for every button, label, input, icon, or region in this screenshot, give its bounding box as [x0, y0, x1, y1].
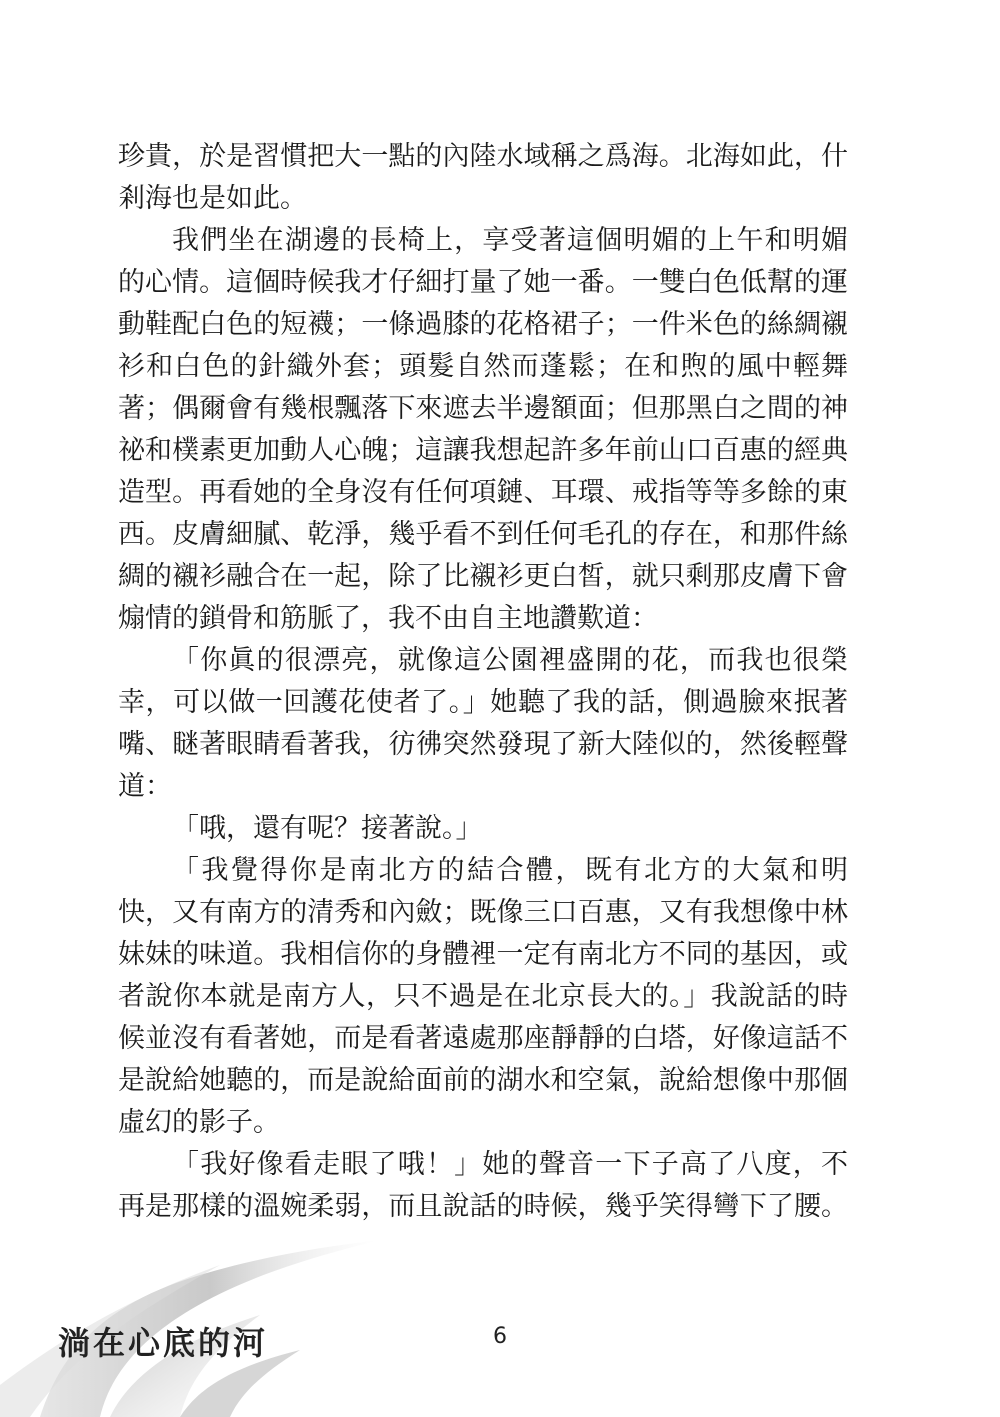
text-line: 虛幻的影子。	[118, 1107, 280, 1138]
text-line: 我們坐在湖邊的長椅上，享受著這個明媚的上午和明媚	[172, 225, 848, 256]
text-line: 「你眞的很漂亮，就像這公園裡盛開的花，而我也很榮	[172, 645, 848, 676]
text-line: 嘴、瞇著眼睛看著我，彷彿突然發現了新大陸似的，然後輕聲	[118, 729, 848, 760]
text-line: 「我好像看走眼了哦！」她的聲音一下子高了八度，不	[172, 1149, 848, 1180]
text-line: 快，又有南方的清秀和內斂；既像三口百惠，又有我想像中林	[118, 897, 848, 928]
text-line: 再是那樣的溫婉柔弱，而且說話的時候，幾乎笑得彎下了腰。	[118, 1191, 848, 1222]
text-line: 煽情的鎖骨和筋脈了，我不由自主地讚歎道：	[118, 603, 658, 634]
body-text	[118, 136, 848, 1228]
text-line: 動鞋配白色的短襪；一條過膝的花格裙子；一件米色的絲綢襯	[118, 309, 848, 340]
text-line: 衫和白色的針織外套；頭髮自然而蓬鬆；在和煦的風中輕舞	[118, 351, 848, 382]
text-line: 珍貴，於是習慣把大一點的內陸水域稱之爲海。北海如此，什	[118, 141, 848, 172]
text-line: 幸，可以做一回護花使者了。」她聽了我的話，側過臉來抿著	[118, 687, 848, 718]
text-line: 「我覺得你是南北方的結合體，既有北方的大氣和明	[172, 855, 848, 886]
page-number: 6	[493, 1324, 507, 1349]
text-line: 造型。再看她的全身沒有任何項鏈、耳環、戒指等等多餘的東	[118, 477, 848, 508]
text-line: 者說你本就是南方人，只不過是在北京長大的。」我說話的時	[118, 981, 848, 1012]
text-line: 是說給她聽的，而是說給面前的湖水和空氣，說給想像中那個	[118, 1065, 848, 1096]
text-line: 西。皮膚細膩、乾淨，幾乎看不到任何毛孔的存在，和那件絲	[118, 519, 848, 550]
text-line: 的心情。這個時候我才仔細打量了她一番。一雙白色低幫的運	[118, 267, 848, 298]
book-title: 淌在心底的河	[58, 1324, 269, 1362]
text-line: 「哦，還有呢？接著說。」	[172, 813, 483, 844]
text-line: 綢的襯衫融合在一起，除了比襯衫更白皙，就只剩那皮膚下會	[118, 561, 848, 592]
text-line: 道：	[118, 771, 172, 802]
text-line: 候並沒有看著她，而是看著遠處那座靜靜的白塔，好像這話不	[118, 1023, 848, 1054]
text-line: 著；偶爾會有幾根飄落下來遮去半邊額面；但那黑白之間的神	[118, 393, 848, 424]
text-line: 妹妹的味道。我相信你的身體裡一定有南北方不同的基因，或	[118, 939, 848, 970]
text-line: 剎海也是如此。	[118, 183, 307, 214]
text-line: 祕和樸素更加動人心魄；這讓我想起許多年前山口百惠的經典	[118, 435, 848, 466]
